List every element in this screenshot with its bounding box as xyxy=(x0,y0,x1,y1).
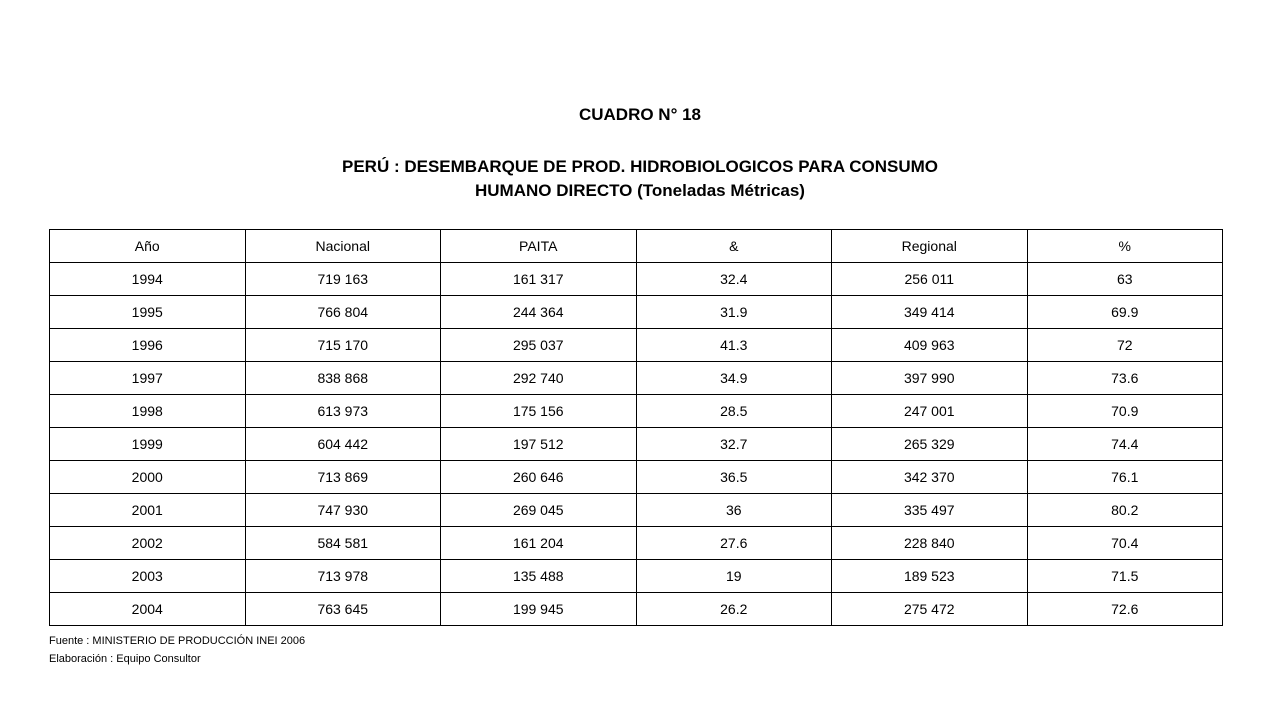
cell-ampersand: 27.6 xyxy=(636,527,832,560)
cell-year: 2001 xyxy=(50,494,246,527)
cell-ampersand: 34.9 xyxy=(636,362,832,395)
cell-paita: 292 740 xyxy=(441,362,637,395)
table-row xyxy=(50,428,1223,461)
cell-paita: 295 037 xyxy=(441,329,637,362)
cell-paita: 199 945 xyxy=(441,593,637,626)
cell-nacional: 713 869 xyxy=(245,461,441,494)
cell-regional: 189 523 xyxy=(832,560,1028,593)
table-row xyxy=(50,494,1223,527)
cell-regional: 342 370 xyxy=(832,461,1028,494)
cell-percent: 72 xyxy=(1027,329,1223,362)
cell-nacional: 747 930 xyxy=(245,494,441,527)
table-header-row xyxy=(50,230,1223,263)
cell-ampersand: 36 xyxy=(636,494,832,527)
cell-nacional: 613 973 xyxy=(245,395,441,428)
cell-year: 2000 xyxy=(50,461,246,494)
cell-regional: 349 414 xyxy=(832,296,1028,329)
cell-regional: 247 001 xyxy=(832,395,1028,428)
cell-regional: 265 329 xyxy=(832,428,1028,461)
cell-year: 1998 xyxy=(50,395,246,428)
cell-year: 1995 xyxy=(50,296,246,329)
cell-percent: 73.6 xyxy=(1027,362,1223,395)
cell-nacional: 719 163 xyxy=(245,263,441,296)
cell-ampersand: 28.5 xyxy=(636,395,832,428)
cell-percent: 63 xyxy=(1027,263,1223,296)
elaboration-note: Elaboración : Equipo Consultor xyxy=(49,653,201,665)
table-title-line-2: HUMANO DIRECTO (Toneladas Métricas) xyxy=(475,181,805,200)
column-header-year: Año xyxy=(50,230,246,263)
cell-nacional: 713 978 xyxy=(245,560,441,593)
column-header-paita: PAITA xyxy=(441,230,637,263)
cell-paita: 269 045 xyxy=(441,494,637,527)
cell-paita: 135 488 xyxy=(441,560,637,593)
cell-nacional: 584 581 xyxy=(245,527,441,560)
cell-nacional: 604 442 xyxy=(245,428,441,461)
cell-nacional: 766 804 xyxy=(245,296,441,329)
cell-ampersand: 19 xyxy=(636,560,832,593)
cell-ampersand: 32.4 xyxy=(636,263,832,296)
cell-ampersand: 32.7 xyxy=(636,428,832,461)
cell-year: 2002 xyxy=(50,527,246,560)
cell-year: 1994 xyxy=(50,263,246,296)
cell-regional: 228 840 xyxy=(832,527,1028,560)
cell-paita: 260 646 xyxy=(441,461,637,494)
cell-percent: 71.5 xyxy=(1027,560,1223,593)
cell-regional: 275 472 xyxy=(832,593,1028,626)
cell-year: 1999 xyxy=(50,428,246,461)
cell-percent: 72.6 xyxy=(1027,593,1223,626)
column-header-regional: Regional xyxy=(832,230,1028,263)
cell-percent: 69.9 xyxy=(1027,296,1223,329)
cell-ampersand: 31.9 xyxy=(636,296,832,329)
cell-ampersand: 36.5 xyxy=(636,461,832,494)
cell-percent: 70.9 xyxy=(1027,395,1223,428)
cell-paita: 197 512 xyxy=(441,428,637,461)
table-notes xyxy=(49,632,305,668)
source-note: Fuente : MINISTERIO DE PRODUCCIÓN INEI 2006 xyxy=(49,635,306,647)
table-row xyxy=(50,296,1223,329)
cell-nacional: 715 170 xyxy=(245,329,441,362)
table-row xyxy=(50,461,1223,494)
cell-year: 1997 xyxy=(50,362,246,395)
cell-ampersand: 26.2 xyxy=(636,593,832,626)
cell-paita: 161 317 xyxy=(441,263,637,296)
table-row xyxy=(50,329,1223,362)
column-header-nacional: Nacional xyxy=(245,230,441,263)
cell-percent: 76.1 xyxy=(1027,461,1223,494)
table-row xyxy=(50,593,1223,626)
cell-percent: 70.4 xyxy=(1027,527,1223,560)
cell-year: 1996 xyxy=(50,329,246,362)
table-row xyxy=(50,263,1223,296)
column-header-percent: % xyxy=(1027,230,1223,263)
table-title-line-1: PERÚ : DESEMBARQUE DE PROD. HIDROBIOLOGICOS PARA CONSUMO xyxy=(342,157,938,176)
table-body xyxy=(50,263,1223,626)
data-table xyxy=(49,229,1223,626)
table-row xyxy=(50,527,1223,560)
cell-year: 2004 xyxy=(50,593,246,626)
table-number-title: CUADRO N° 18 xyxy=(578,105,702,124)
cell-paita: 175 156 xyxy=(441,395,637,428)
cell-regional: 335 497 xyxy=(832,494,1028,527)
cell-percent: 80.2 xyxy=(1027,494,1223,527)
table-row xyxy=(50,560,1223,593)
cell-regional: 409 963 xyxy=(832,329,1028,362)
cell-percent: 74.4 xyxy=(1027,428,1223,461)
cell-paita: 161 204 xyxy=(441,527,637,560)
cell-nacional: 763 645 xyxy=(245,593,441,626)
cell-ampersand: 41.3 xyxy=(636,329,832,362)
column-header-ampersand: & xyxy=(636,230,832,263)
table-title xyxy=(0,155,1280,203)
cell-year: 2003 xyxy=(50,560,246,593)
cell-regional: 397 990 xyxy=(832,362,1028,395)
cell-paita: 244 364 xyxy=(441,296,637,329)
cell-nacional: 838 868 xyxy=(245,362,441,395)
data-table-container xyxy=(49,229,1223,626)
table-row xyxy=(50,395,1223,428)
table-row xyxy=(50,362,1223,395)
cell-regional: 256 011 xyxy=(832,263,1028,296)
